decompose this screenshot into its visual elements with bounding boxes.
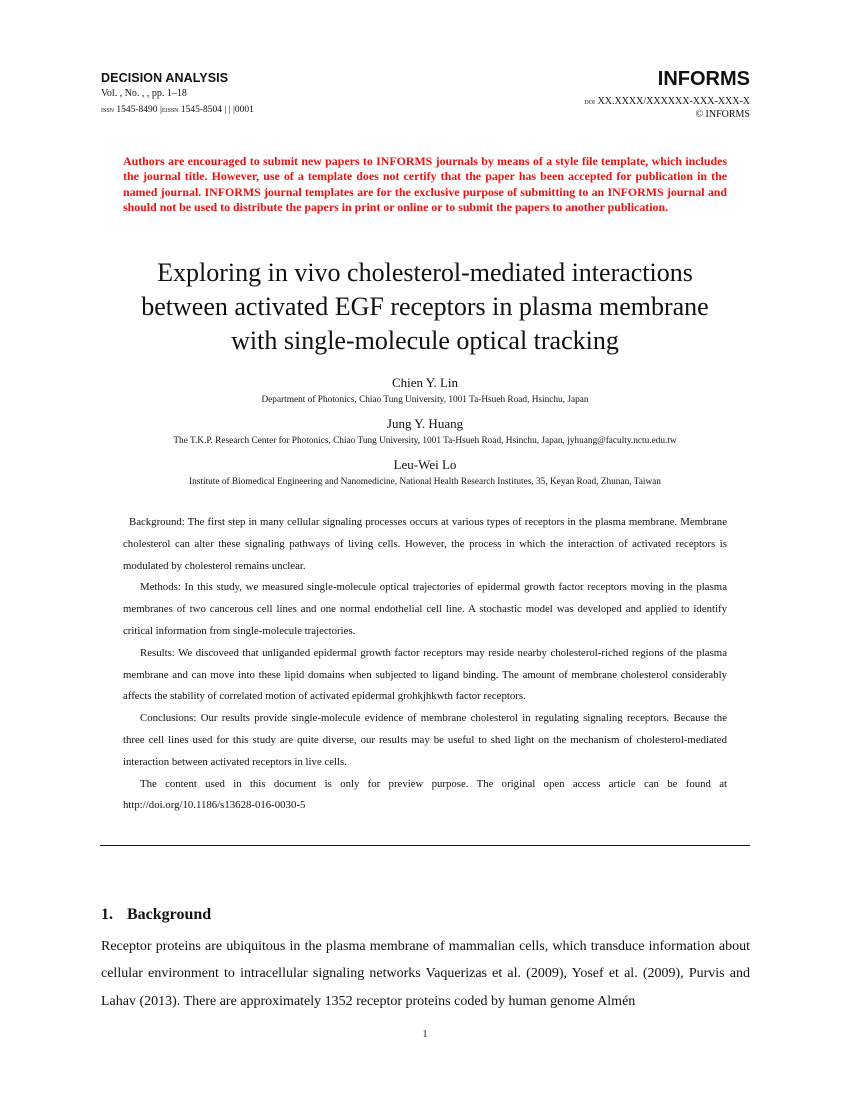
author-affiliation: The T.K.P. Research Center for Photonics, Chiao Tung University, 1001 Ta-Hsueh Road, Hsinchu, Japan, jyhuang@faculty.nctu.edu.tw (173, 436, 677, 446)
eissn-label: eissn (161, 104, 179, 114)
author-affiliation: Department of Photonics, Chiao Tung University, 1001 Ta-Hsueh Road, Hsinchu, Japan (261, 395, 589, 405)
title-line-3: with single-molecule optical tracking (231, 326, 619, 355)
abstract-conclusions: Conclusions: Our results provide single-molecule evidence of membrane cholesterol in regulating signaling receptors. Because the three cell lines used for this study are quite diverse, our results may be useful to shed light on the mechanism of cholesterol-mediated interaction between activated receptors in live cells. (123, 712, 727, 768)
section-heading (101, 906, 211, 924)
abstract-preview-note: The content used in this document is only for preview purpose. The original open access article can be found at http://doi.org/10.1186/s13628-016-0030-5 (123, 777, 727, 812)
author-affiliation: Institute of Biomedical Engineering and Nanomedicine, National Health Research Institutes, 35, Keyan Road, Zhunan, Taiwan (189, 477, 661, 487)
doi-line (584, 96, 750, 107)
body-text (101, 933, 750, 1015)
issn-label: issn (101, 104, 115, 114)
issn-line: issn 1545-8490 |eissn 1545-8504 | | |0001 (101, 104, 254, 115)
doi-value: XX.XXXX/XXXXXX-XXX-XXX-X (597, 96, 750, 107)
abstract-divider (100, 845, 750, 846)
template-notice: Authors are encouraged to submit new papers to INFORMS journals by means of a style file template, which includes the journal title. However, use of a template does not certify that the paper has been accepted for publication in the named journal. INFORMS journal templates are for the exclusive purpose of submitting to an INFORMS journal and should not be used to distribute the papers in print or online or to submit the papers to another publication. (123, 154, 727, 214)
abstract (123, 512, 727, 817)
issn-value: 1545-8490 (116, 105, 158, 115)
paper-title (100, 256, 750, 358)
volume-line: Vol. , No. , , pp. 1–18 (101, 88, 187, 99)
copyright-line: © INFORMS (695, 109, 750, 120)
author-name: Leu-Wei Lo (393, 457, 457, 472)
eissn-value: 1545-8504 (180, 105, 223, 115)
author-name: Chien Y. Lin (391, 375, 459, 390)
issn-tail: | | |0001 (224, 105, 254, 115)
author-name: Jung Y. Huang (386, 416, 464, 431)
title-line-1: Exploring in vivo cholesterol-mediated interactions (157, 258, 693, 287)
section-number: 1. (101, 906, 113, 923)
doi-label: doi (584, 96, 596, 106)
section-title: Background (127, 906, 212, 923)
abstract-background: Background: The first step in many cellular signaling processes occurs at various types of receptors in the plasma membrane. Membrane cholesterol can alter these signaling pathways of living cells. However, the process in which the interaction of activated receptors is modulated by cholesterol remains unclear. (123, 516, 727, 572)
abstract-results: Results: We discoveed that unliganded epidermal growth factor receptors may reside nearby cholesterol-riched regions of the plasma membrane and can move into these lipid domains when subjected to ligand binding. The amount of membrane cholesterol considerably affects the stability of correlated motion of activated epidermal grohkjhkwth factor receptors. (123, 646, 727, 703)
page-number: 1 (422, 1029, 428, 1040)
publisher-name: INFORMS (657, 68, 750, 90)
title-line-2: between activated EGF receptors in plasma membrane (141, 292, 709, 321)
abstract-methods: Methods: In this study, we measured single-molecule optical trajectories of epidermal growth factor receptors moving in the plasma membranes of two cancerous cell lines and one normal endothelial cell line. A stochastic model was developed and applied to identify critical information from single-molecule trajectories. (123, 581, 727, 637)
body-paragraph: Receptor proteins are ubiquitous in the plasma membrane of mammalian cells, which transduce information about cellular environment to intracellular signaling networks Vaquerizas et al. (2009), Yosef et al. (2009), Purvis and Lahav (2013). There are approximately 1352 receptor proteins coded by human genome Almén (101, 939, 750, 1009)
journal-name: DECISION ANALYSIS (101, 71, 229, 85)
